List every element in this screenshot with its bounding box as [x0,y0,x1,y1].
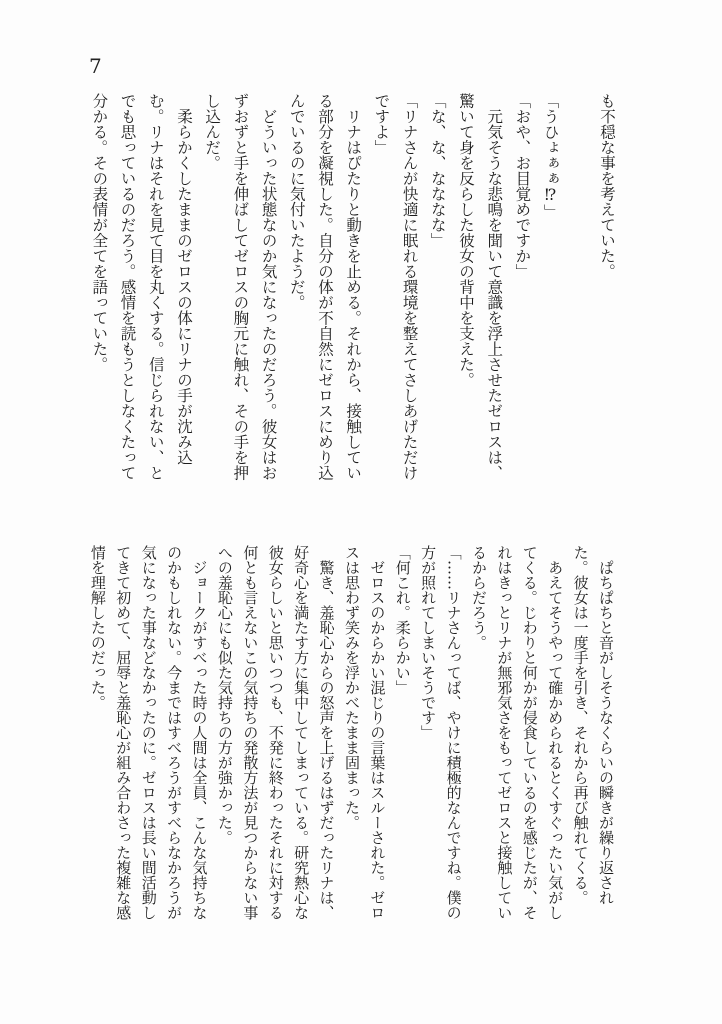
text-line: 驚き、羞恥心からの怒声を上げるはずだったリナは、 [317,545,336,920]
text-line: スは思わず笑みを浮かべたまま固まった。 [342,545,361,830]
text-line: 柔らかくしたままのゼロスの体にリナの手が沈み込 [174,93,193,465]
text-line: 「な、な、なななな」 [428,93,447,248]
text-line: 分かる。その表情が全てを語っていた。 [90,93,109,372]
text-line: た。彼女は一度手を引き、それから再び触れてくる。 [571,545,590,905]
text-line: るからだろう。 [469,545,488,650]
text-line: 好奇心を満たす方に集中してしまっている。研究熱心な [292,545,311,920]
text-line: への羞恥心にも似た気持ちの方が強かった。 [215,545,234,845]
text-line: 驚いて身を反らした彼女の背中を支えた。 [456,93,475,388]
text-line: も不穏な事を考えていた。 [598,93,616,279]
text-line: 「おや、お目覚めですか」 [513,93,532,279]
text-line: む。リナはそれを見て目を丸くする。信じられない、と [146,93,165,481]
text-line: てきて初めて、屈辱と羞恥心が組み合わさった複雑な感 [114,545,133,920]
text-line: 「リナさんが快適に眠れる環境を整えてさしあげただけ [400,93,419,481]
text-line: 「……リナさんってば、やけに積極的なんですね。僕の [444,545,463,920]
text-line: 彼女らしいと思いつつも、不発に終わったそれに対する [266,545,285,920]
text-line: ジョークがすべった時の人間は全員、こんな気持ちな [190,545,209,920]
text-line: ずおずと手を伸ばしてゼロスの胸元に触れ、その手を押 [231,93,250,481]
text-line: ゼロスのからかい混じりの言葉はスルーされた。ゼロ [368,545,387,920]
text-line: てくる。じわりと何かが侵食しているのを感じたが、そ [520,545,539,920]
text-block-lower [84,545,618,923]
text-line: 方が照れてしまいそうです」 [419,545,438,740]
text-line: 「うひょぁぁ⁉」 [541,93,560,220]
text-line: 「何これ。柔らかい」 [393,545,412,695]
text-line: 何とも言えないこの気持ちの発散方法が見つからない事 [241,545,260,920]
text-line: でも思っているのだろう。感情を読もうとしなくたって [118,93,137,481]
text-line: る部分を凝視した。自分の体が不自然にゼロスにめり込 [315,93,334,481]
text-line: ですよ」 [372,93,391,155]
text-line: れはきっとリナが無邪気さをもってゼロスと接触してい [495,545,514,920]
text-line: どういった状態なのか気になったのだろう。彼女はお [259,93,278,481]
text-block-upper [84,93,621,489]
text-line: 元気そうな悲鳴を聞いて意識を浮上させたゼロスは、 [485,93,504,481]
text-line: んでいるのに気付いたようだ。 [287,93,306,310]
text-line: のかもしれない。今まではすべろうがすべらなかろうが [165,545,184,920]
text-line: あえてそうやって確かめられるとくすぐったい気がし [546,545,565,920]
text-line [565,93,593,489]
text-line: 情を理解したのだった。 [88,545,107,710]
text-line: し込んだ。 [203,93,222,171]
text-line: ぱちぱちと音がしそうなくらいの瞬きが繰り返され [597,545,615,905]
page-number: 7 [89,54,103,78]
text-line: 気になった事などなかったのに。ゼロスは長い間活動し [139,545,158,920]
text-line: リナはぴたりと動きを止める。それから、接触してい [344,93,363,481]
